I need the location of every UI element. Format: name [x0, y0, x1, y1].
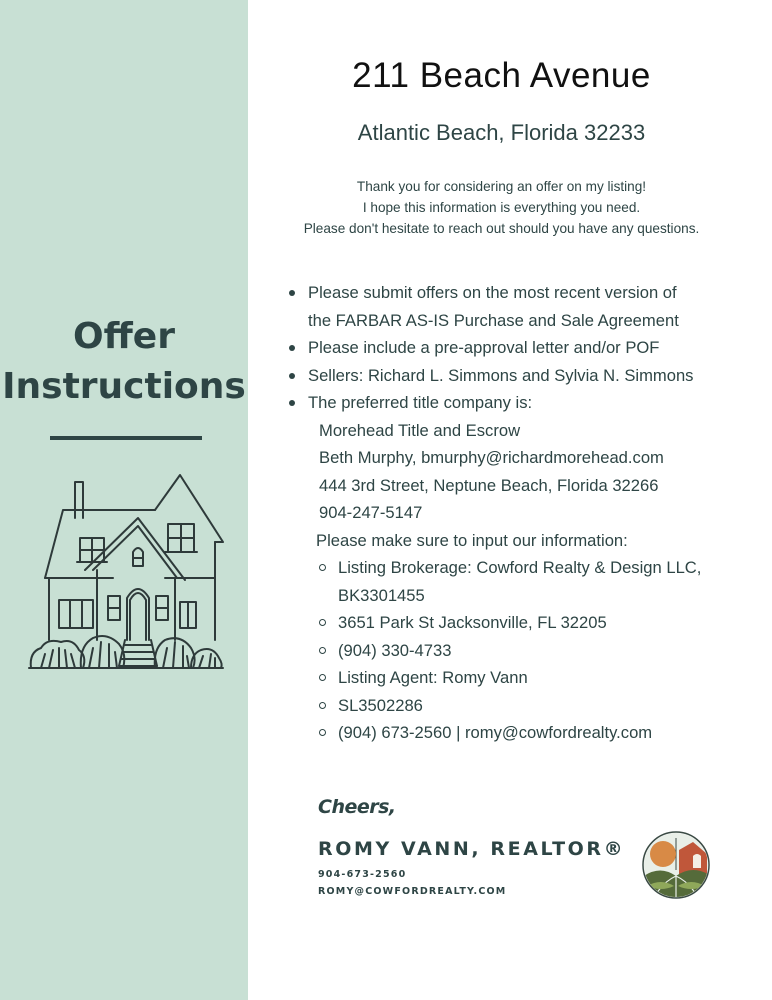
- main-content: [248, 0, 772, 1000]
- title-company-phone: 904-247-5147: [319, 503, 423, 522]
- list-item: SL3502286: [338, 692, 768, 720]
- list-item: (904) 673-2560 | romy@cowfordrealty.com: [338, 719, 768, 747]
- our-info-list: [288, 554, 768, 747]
- title-company-name: Morehead Title and Escrow: [319, 420, 521, 440]
- instructions-list: [288, 279, 768, 747]
- list-item: [308, 279, 768, 334]
- intro-line: Please don't hesitate to reach out should you have any questions.: [303, 221, 700, 236]
- intro-line: Thank you for considering an offer on my listing!: [356, 179, 647, 194]
- list-item: Listing Agent: Romy Vann: [338, 664, 768, 692]
- closing-text: Cheers,: [318, 796, 396, 818]
- agent-phone: 904-673-2560: [318, 869, 407, 880]
- list-item: Please include a pre-approval letter and/or POF: [308, 334, 768, 362]
- list-item: (904) 330-4733: [338, 637, 768, 665]
- house-icon: [25, 470, 230, 675]
- intro-line: I hope this information is everything you need.: [362, 200, 641, 215]
- list-item: [338, 554, 768, 609]
- heading-line-1: Offer: [73, 316, 175, 357]
- cowford-realty-logo-icon: [641, 830, 711, 900]
- item-text: Listing Brokerage: Cowford Realty & Design LLC,: [338, 558, 702, 577]
- property-city: Atlantic Beach, Florida 32233: [357, 120, 646, 145]
- sidebar-panel: [0, 0, 248, 1000]
- list-item: Sellers: Richard L. Simmons and Sylvia N. Simmons: [308, 362, 768, 390]
- heading-line-2: Instructions: [2, 366, 246, 407]
- offer-instructions-heading: [0, 312, 248, 412]
- heading-divider: [50, 436, 202, 440]
- item-text: Please submit offers on the most recent version of: [308, 283, 677, 302]
- item-text: BK3301455: [338, 585, 425, 605]
- item-text: The preferred title company is:: [308, 393, 533, 412]
- item-text: the FARBAR AS-IS Purchase and Sale Agreement: [308, 310, 679, 330]
- list-item: 3651 Park St Jacksonville, FL 32205: [338, 609, 768, 637]
- title-company-contact: Beth Murphy, bmurphy@richardmorehead.com: [319, 448, 664, 467]
- title-company-address: 444 3rd Street, Neptune Beach, Florida 32266: [319, 475, 659, 495]
- agent-email: ROMY@COWFORDREALTY.COM: [318, 886, 507, 897]
- our-info-heading: Please make sure to input our information:: [316, 530, 628, 550]
- agent-name: ROMY VANN, REALTOR®: [318, 838, 626, 860]
- list-item: [308, 389, 768, 417]
- intro-message: [248, 176, 755, 239]
- title-company-details: [288, 417, 768, 527]
- property-address: 211 Beach Avenue: [352, 56, 651, 95]
